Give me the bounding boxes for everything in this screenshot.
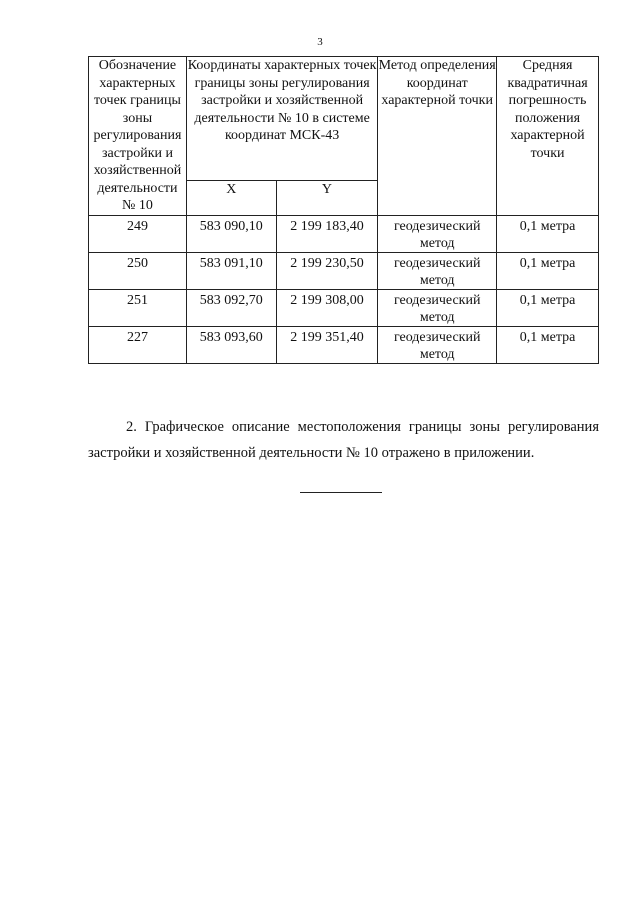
cell-x: 583 093,60 — [186, 326, 276, 363]
cell-point: 250 — [89, 252, 187, 289]
cell-point: 227 — [89, 326, 187, 363]
cell-error: 0,1 метра — [497, 326, 599, 363]
header-method: Метод определения координат характерной точки — [378, 57, 497, 216]
cell-x: 583 092,70 — [186, 289, 276, 326]
closing-rule — [300, 492, 382, 493]
cell-method: геодезический метод — [378, 289, 497, 326]
table-row — [89, 326, 599, 363]
cell-error: 0,1 метра — [497, 215, 599, 252]
cell-method: геодезический метод — [378, 215, 497, 252]
cell-y: 2 199 351,40 — [276, 326, 378, 363]
cell-x: 583 091,10 — [186, 252, 276, 289]
cell-method: геодезический метод — [378, 326, 497, 363]
header-error: Средняя квадратичная погрешность положения характерной точки — [497, 57, 599, 216]
cell-error: 0,1 метра — [497, 289, 599, 326]
table-row — [89, 252, 599, 289]
cell-error: 0,1 метра — [497, 252, 599, 289]
cell-point: 251 — [89, 289, 187, 326]
cell-x: 583 090,10 — [186, 215, 276, 252]
header-x: X — [186, 181, 276, 215]
header-y: Y — [276, 181, 378, 215]
coordinates-table — [88, 56, 599, 364]
cell-point: 249 — [89, 215, 187, 252]
header-coordinates: Координаты характерных точек границы зоны регулирования застройки и хозяйственной деятельности № 10 в системе координат МСК-43 — [186, 57, 377, 181]
cell-y: 2 199 230,50 — [276, 252, 378, 289]
header-designation: Обозначение характерных точек границы зоны регулирования застройки и хозяйственной деятельности № 10 — [89, 57, 187, 216]
cell-y: 2 199 183,40 — [276, 215, 378, 252]
cell-method: геодезический метод — [378, 252, 497, 289]
cell-y: 2 199 308,00 — [276, 289, 378, 326]
table-row — [89, 289, 599, 326]
page-number: 3 — [317, 36, 323, 48]
table-row — [89, 215, 599, 252]
body-paragraph: 2. Графическое описание местоположения границы зоны регулирования застройки и хозяйственной деятельности № 10 отражено в приложении. — [88, 419, 599, 461]
